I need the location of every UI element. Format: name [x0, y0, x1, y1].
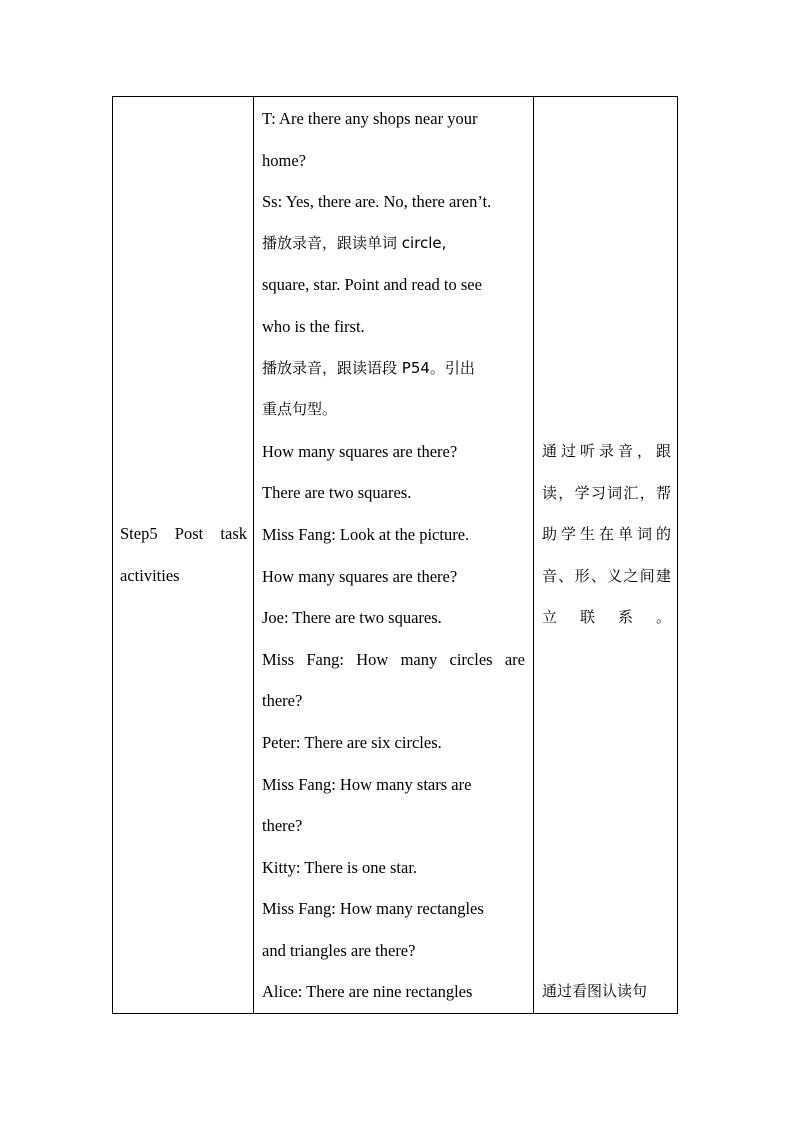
procedure-line: Miss Fang: How many circles are	[262, 649, 525, 669]
procedure-line: How many squares are there?	[262, 566, 458, 586]
procedure-line: Miss Fang: How many rectangles	[262, 899, 484, 919]
procedure-line: Joe: There are two squares.	[262, 608, 442, 628]
procedure-line: Ss: Yes, there are. No, there aren’t.	[262, 192, 492, 212]
procedure-line: there?	[262, 691, 303, 711]
procedure-line: who is the first.	[262, 316, 365, 336]
procedure-line: 播放录音，跟读语段 P54。引出	[262, 358, 475, 377]
purpose-cell	[534, 97, 678, 1014]
purpose-text: 通过听录音，跟读，学习词汇，帮助学生在单词的音、形、义之间建立联系。	[542, 442, 671, 627]
procedure-line: T: Are there any shops near your	[262, 109, 478, 128]
step-label: Step5 Post task activities	[120, 524, 247, 586]
procedure-line: How many squares are there?	[262, 441, 458, 461]
procedure-line: Kitty: There is one star.	[262, 857, 418, 877]
purpose-text-continued: 通过看图认读句	[542, 982, 648, 1000]
procedure-line: Miss Fang: How many stars are	[262, 774, 472, 794]
procedure-line: there?	[262, 816, 303, 836]
procedure-cell	[254, 97, 534, 1014]
table-row	[113, 97, 678, 1014]
procedure-line: 播放录音，跟读单词 circle,	[262, 233, 447, 252]
procedure-line: square, star. Point and read to see	[262, 275, 482, 295]
procedure-line: and triangles are there?	[262, 940, 416, 960]
procedure-line: Alice: There are nine rectangles	[262, 982, 473, 1002]
step-cell	[113, 97, 254, 1014]
procedure-line: 重点句型。	[262, 400, 338, 419]
procedure-line: There are two squares.	[262, 483, 412, 503]
procedure-line: Peter: There are six circles.	[262, 732, 442, 752]
lesson-plan-table	[112, 96, 678, 1014]
procedure-line: home?	[262, 150, 306, 170]
procedure-line: Miss Fang: Look at the picture.	[262, 524, 470, 544]
